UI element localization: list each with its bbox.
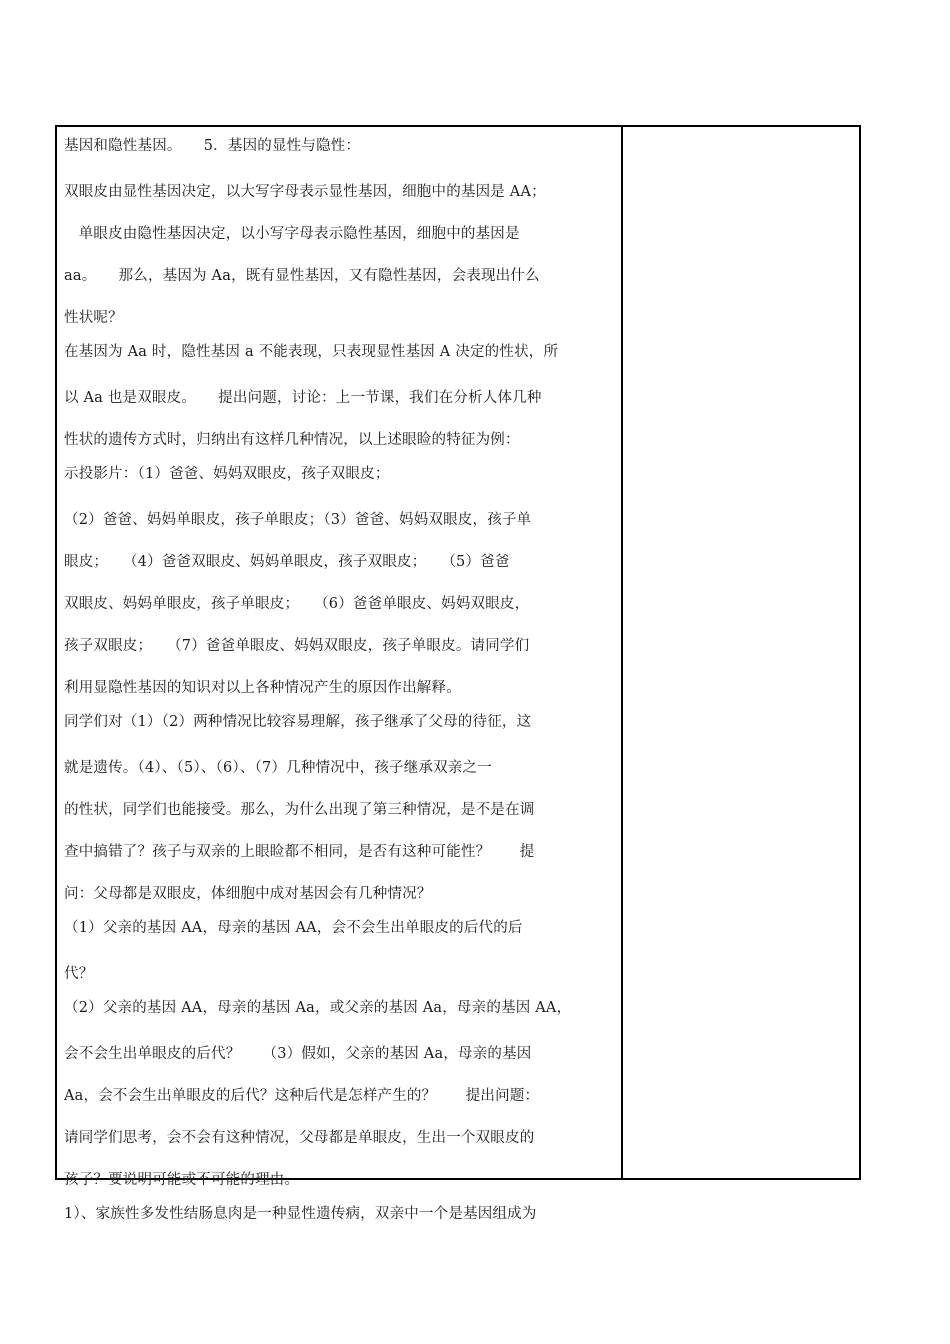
text-line: 基因和隐性基因。 5．基因的显性与隐性： <box>64 138 361 154</box>
document-table <box>55 125 861 1222</box>
text-line: 利用显隐性基因的知识对以上各种情况产生的原因作出解释。 <box>64 680 461 696</box>
text-line: （2）父亲的基因 AA，母亲的基因 Aa，或父亲的基因 Aa，母亲的基因 AA， <box>64 1000 572 1016</box>
text-line: 就是遗传。（4）、（5）、（6）、（7）几种情况中，孩子继承双亲之一 <box>64 760 492 776</box>
text-line: 性状呢？ <box>64 310 123 326</box>
text-line: （2）爸爸、妈妈单眼皮，孩子单眼皮；（3）爸爸、妈妈双眼皮，孩子单 <box>64 512 532 528</box>
text-line: 的性状，同学们也能接受。那么，为什么出现了第三种情况，是不是在调 <box>64 802 535 818</box>
text-line: 1）、家族性多发性结肠息肉是一种显性遗传病，双亲中一个是基因组成为 <box>64 1206 537 1222</box>
text-line: 同学们对（1）（2）两种情况比较容易理解，孩子继承了父母的待征，这 <box>64 714 532 730</box>
content-column <box>57 127 623 1222</box>
text-line: 单眼皮由隐性基因决定，以小写字母表示隐性基因，细胞中的基因是 <box>64 226 520 242</box>
text-line: 在基因为 Aa 时，隐性基因 a 不能表现，只表现显性基因 A 决定的性状，所 <box>64 344 559 360</box>
text-line: 示投影片：（1）爸爸、妈妈双眼皮，孩子双眼皮； <box>64 466 390 482</box>
text-line: 双眼皮由显性基因决定，以大写字母表示显性基因，细胞中的基因是 AA； <box>64 184 546 200</box>
text-line: 代？ <box>64 966 94 982</box>
text-line: 双眼皮、妈妈单眼皮，孩子单眼皮； （6）爸爸单眼皮、妈妈双眼皮， <box>64 596 530 612</box>
text-line: aa。 那么，基因为 Aa，既有显性基因，又有隐性基因，会表现出什么 <box>64 268 540 284</box>
text-line: 查中搞错了？孩子与双亲的上眼睑都不相同，是否有这种可能性？ 提 <box>64 844 535 860</box>
text-line: 孩子？要说明可能或不可能的理由。 <box>64 1172 300 1188</box>
text-line: 请同学们思考，会不会有这种情况，父母都是单眼皮，生出一个双眼皮的 <box>64 1130 535 1146</box>
text-line: 以 Aa 也是双眼皮。 提出问题，讨论：上一节课，我们在分析人体几种 <box>64 390 542 406</box>
text-line: 性状的遗传方式时，归纳出有这样几种情况，以上述眼睑的特征为例： <box>64 432 520 448</box>
text-line: 眼皮； （4）爸爸双眼皮、妈妈单眼皮，孩子双眼皮； （5）爸爸 <box>64 554 510 570</box>
text-line: 问：父母都是双眼皮，体细胞中成对基因会有几种情况？ <box>64 886 432 902</box>
text-line: 会不会生出单眼皮的后代？ （3）假如，父亲的基因 Aa，母亲的基因 <box>64 1046 532 1062</box>
empty-side-column <box>623 127 859 1178</box>
text-line: （1）父亲的基因 AA，母亲的基因 AA，会不会生出单眼皮的后代的后 <box>64 920 523 936</box>
text-line: 孩子双眼皮； （7）爸爸单眼皮、妈妈双眼皮，孩子单眼皮。请同学们 <box>64 638 530 654</box>
text-line: Aa，会不会生出单眼皮的后代？这种后代是怎样产生的？ 提出问题： <box>64 1088 540 1104</box>
